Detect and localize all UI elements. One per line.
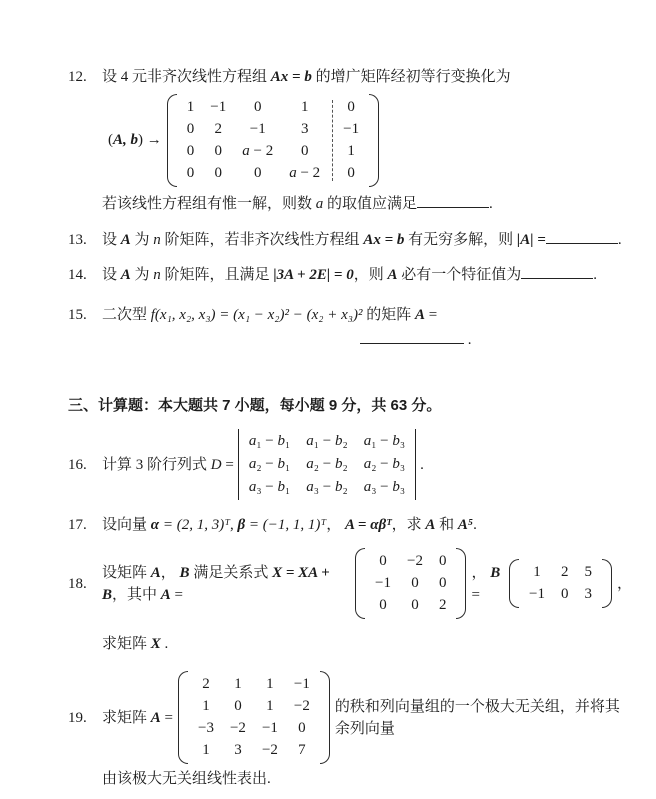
- matrix-B: [509, 559, 612, 608]
- matrix-cell: 0: [347, 99, 355, 115]
- matrix-cell: a₁ − b₃: [363, 433, 406, 449]
- text-segment: 设向量: [102, 517, 151, 533]
- math-segment: B: [179, 564, 190, 581]
- text-segment: .: [489, 196, 493, 212]
- matrix-cell: −1: [375, 575, 391, 591]
- question-number: 14.: [68, 267, 87, 283]
- text-segment: 求矩阵: [102, 709, 151, 726]
- text-segment: 设: [102, 232, 121, 248]
- question-13-text: [102, 229, 622, 251]
- matrix-cell: −2: [407, 553, 423, 569]
- question-17: [68, 514, 632, 536]
- left-paren: [509, 559, 519, 608]
- text-segment: ，: [160, 564, 180, 581]
- matrix-cell: 0: [411, 597, 419, 613]
- matrix-cell: 0: [300, 143, 309, 159]
- question-number: 13.: [68, 232, 87, 248]
- text-segment: .: [617, 232, 622, 248]
- math-segment: α: [150, 517, 160, 533]
- matrix-cell: 0: [186, 121, 195, 137]
- text-segment: 为: [130, 232, 154, 248]
- math-segment: A: [387, 267, 398, 283]
- matrix-cell: −1: [261, 720, 278, 736]
- right-paren: [456, 548, 466, 619]
- question-12-continuation: [102, 193, 493, 215]
- math-segment: n: [153, 232, 161, 248]
- right-paren: [320, 671, 330, 764]
- math-segment: A: [120, 232, 131, 248]
- text-segment: =: [160, 709, 173, 726]
- math-segment: X = XA + B: [102, 564, 334, 603]
- question-19-continuation: 由该极大无关组线性表出.: [102, 771, 271, 787]
- text-segment: 为: [130, 267, 154, 283]
- text-segment: 有无穷多解，则: [404, 232, 517, 248]
- matrix-cell: a₃ − b₂: [306, 479, 348, 495]
- question-18-mid: [471, 562, 504, 606]
- matrix-cell: 1: [202, 742, 210, 758]
- determinant: [238, 429, 416, 500]
- text-segment: =: [221, 456, 234, 473]
- question-12-text: [102, 66, 511, 88]
- matrix-cell: 1: [266, 676, 274, 692]
- question-14-text: [102, 264, 597, 286]
- text-segment: 的取值应满足: [323, 196, 418, 212]
- math-segment: A: [415, 307, 426, 323]
- right-paren: [602, 559, 612, 608]
- question-18-continuation: [102, 633, 168, 655]
- matrix-cell: 1: [202, 698, 210, 714]
- matrix-cell: −1: [343, 121, 360, 137]
- math-segment: n: [153, 267, 161, 283]
- q12-matrix-line: [108, 94, 632, 187]
- question-number: 12.: [68, 69, 87, 85]
- section-3-heading: 三、计算题：本大题共 7 小题，每小题 9 分，共 63 分。: [68, 397, 442, 414]
- arrow-glyph: ) →: [138, 132, 162, 148]
- question-19-tail: 的秩和列向量组的一个极大无关组，并将其余列向量: [334, 698, 620, 737]
- text-segment: =: [471, 564, 504, 603]
- math-segment: A, b: [113, 132, 139, 148]
- math-segment: A⁵: [457, 517, 474, 533]
- matrix-cell: a − 2: [289, 165, 321, 181]
- question-18-lead: [102, 562, 350, 606]
- matrix-cell: a₃ − b₁: [248, 479, 291, 495]
- question-number: 16.: [68, 456, 87, 473]
- matrix-cell: −2: [293, 698, 310, 714]
- text-segment: 满足关系式: [189, 564, 273, 581]
- text-segment: ,: [229, 517, 238, 533]
- matrix-cell: a₁ − b₁: [248, 433, 291, 449]
- question-19-lead: [102, 707, 173, 729]
- matrix-cell: 0: [214, 165, 222, 181]
- matrix-cell: −1: [529, 586, 545, 602]
- left-paren: [167, 94, 177, 187]
- matrix-cell: 3: [234, 742, 242, 758]
- math-segment: = (−1, 1, 1)ᵀ: [245, 517, 327, 533]
- text-segment: ，: [616, 575, 632, 592]
- text-segment: ，: [326, 517, 345, 533]
- question-14: [68, 264, 632, 286]
- question-number: 19.: [68, 709, 87, 726]
- text-segment: .: [160, 636, 169, 652]
- math-segment: β: [237, 517, 246, 533]
- matrix-label: [108, 132, 162, 149]
- matrix-cell: 1: [234, 676, 242, 692]
- matrix-cell: a − 2: [242, 143, 274, 159]
- math-segment: |3A + 2E| = 0: [273, 267, 354, 283]
- math-segment: Ax = b: [363, 232, 405, 248]
- matrix-cell: −1: [210, 99, 227, 115]
- answer-blank: [546, 230, 618, 244]
- matrix-cell: 0: [438, 575, 447, 591]
- text-segment: 设: [102, 267, 121, 283]
- matrix-cell: 1: [300, 99, 309, 115]
- matrix-cell: 0: [438, 553, 447, 569]
- matrix-cell: 0: [186, 165, 195, 181]
- answer-blank: [417, 194, 489, 208]
- text-segment: 二次型: [102, 307, 151, 323]
- matrix-cell: 1: [266, 698, 274, 714]
- matrix-cell: a₂ − b₃: [363, 456, 406, 472]
- text-segment: 必有一个特征值为: [397, 267, 522, 283]
- matrix-cell: 0: [214, 143, 222, 159]
- matrix-cell: a₂ − b₁: [248, 456, 291, 472]
- matrix-cell: 0: [234, 698, 242, 714]
- matrix-cell: 0: [560, 586, 569, 602]
- augmented-matrix: [167, 94, 379, 187]
- math-segment: A: [120, 267, 131, 283]
- text-segment: =: [170, 586, 184, 603]
- matrix-cell: 2: [214, 121, 222, 137]
- math-segment: = (2, 1, 3)ᵀ: [159, 517, 230, 533]
- text-segment: 求矩阵: [102, 636, 151, 652]
- text-segment: ，其中: [112, 586, 161, 603]
- math-segment: Ax = b: [270, 69, 312, 85]
- text-segment: 阶矩阵，且满足: [160, 267, 274, 283]
- math-segment: B: [490, 564, 501, 581]
- text-segment: =: [425, 307, 438, 323]
- matrix-cell: 0: [253, 99, 262, 115]
- question-18: [68, 548, 632, 655]
- text-segment: .: [420, 456, 424, 473]
- text-segment: ，则: [353, 267, 388, 283]
- matrix-cell: 1: [533, 564, 541, 580]
- math-segment: A = αβᵀ: [344, 517, 392, 533]
- matrix-body: [365, 548, 456, 619]
- answer-blank: [360, 330, 464, 344]
- question-number: 18.: [68, 575, 87, 592]
- matrix-A: [178, 671, 330, 764]
- text-segment: ，求: [391, 517, 426, 533]
- math-segment: A: [150, 709, 161, 726]
- matrix-A: [355, 548, 466, 619]
- matrix-cell: −2: [261, 742, 278, 758]
- matrix-body: [177, 94, 330, 187]
- matrix-cell: a₂ − b₂: [306, 456, 348, 472]
- text-segment: ，: [471, 564, 491, 581]
- matrix-augmented-column: [333, 94, 369, 187]
- math-segment: f(x₁, x₂, x₃) = (x₁ − x₂)² − (x₂ + x₃)²: [150, 307, 363, 323]
- matrix-cell: 0: [347, 165, 355, 181]
- matrix-cell: 3: [584, 586, 592, 602]
- matrix-cell: 0: [186, 143, 195, 159]
- text-segment: 若该线性方程组有惟一解，则数: [102, 196, 316, 212]
- left-paren: [355, 548, 365, 619]
- matrix-cell: 3: [300, 121, 309, 137]
- text-segment: 计算 3 阶行列式: [102, 456, 211, 473]
- matrix-cell: 7: [298, 742, 306, 758]
- matrix-cell: −1: [293, 676, 310, 692]
- question-13: [68, 229, 632, 251]
- question-17-text: [102, 514, 477, 536]
- text-segment: .: [473, 517, 477, 533]
- matrix-cell: 2: [438, 597, 447, 613]
- math-segment: A: [160, 586, 171, 603]
- text-segment: 设矩阵: [102, 564, 151, 581]
- text-segment: 的矩阵: [362, 307, 416, 323]
- question-12: [68, 66, 632, 215]
- question-15: [68, 304, 632, 349]
- matrix-body: [188, 671, 320, 764]
- question-number: 15.: [68, 307, 87, 323]
- matrix-cell: −1: [249, 121, 266, 137]
- matrix-cell: 5: [584, 564, 592, 580]
- question-15-blank-line: [360, 330, 632, 349]
- text-segment: 的增广矩阵经初等行变换化为: [311, 69, 511, 85]
- matrix-cell: 0: [379, 597, 387, 613]
- text-segment: .: [593, 267, 597, 283]
- matrix-cell: 0: [411, 575, 419, 591]
- text-segment: (: [108, 132, 113, 148]
- question-16-lead: [102, 454, 234, 476]
- question-number: 17.: [68, 517, 87, 533]
- math-segment: A: [425, 517, 436, 533]
- math-segment: |A| =: [516, 232, 546, 248]
- matrix-cell: 1: [186, 99, 195, 115]
- matrix-cell: 0: [379, 553, 387, 569]
- math-segment: X: [150, 636, 161, 652]
- question-15-text: [102, 304, 437, 326]
- left-paren: [178, 671, 188, 764]
- matrix-cell: 2: [202, 676, 210, 692]
- math-segment: a: [315, 196, 324, 212]
- matrix-cell: a₁ − b₂: [306, 433, 348, 449]
- math-segment: D: [210, 456, 222, 473]
- math-segment: A: [150, 564, 161, 581]
- text-segment: 阶矩阵，若非齐次线性方程组: [160, 232, 364, 248]
- right-paren: [369, 94, 379, 187]
- matrix-body: [519, 559, 602, 608]
- matrix-cell: 0: [298, 720, 306, 736]
- matrix-cell: −2: [229, 720, 246, 736]
- matrix-cell: 0: [253, 165, 262, 181]
- text-segment: .: [467, 332, 472, 348]
- text-segment: 设 4 元非齐次线性方程组: [102, 69, 271, 85]
- matrix-cell: a₃ − b₃: [363, 479, 406, 495]
- question-19: [68, 671, 632, 790]
- matrix-cell: 1: [347, 143, 355, 159]
- matrix-cell: −3: [198, 720, 214, 736]
- answer-blank: [521, 265, 593, 279]
- matrix-cell: 2: [560, 564, 569, 580]
- question-16: [68, 429, 632, 500]
- text-segment: 和: [435, 517, 458, 533]
